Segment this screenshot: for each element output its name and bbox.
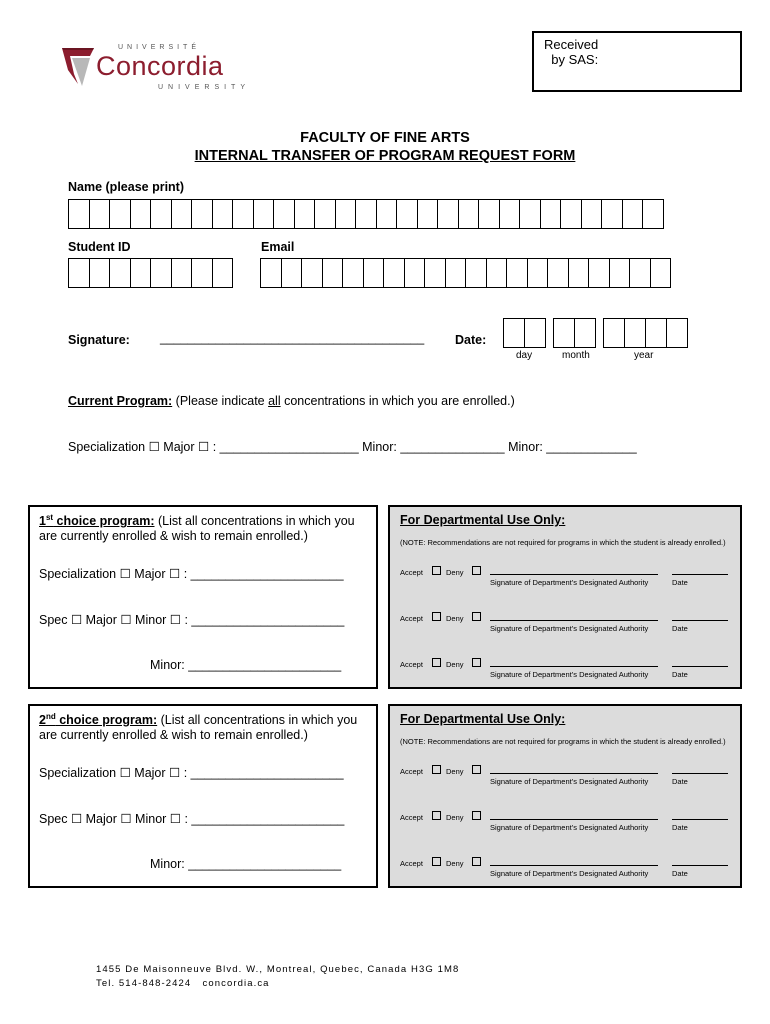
deny-label: Deny	[446, 767, 464, 776]
date-day-boxes[interactable]	[503, 318, 545, 348]
choice-desc-2: are currently enrolled & wish to remain enrolled.)	[39, 529, 308, 543]
signature-line[interactable]	[490, 819, 658, 820]
char-box[interactable]	[191, 199, 213, 229]
student-id-boxes[interactable]	[68, 258, 232, 288]
char-box[interactable]	[581, 199, 603, 229]
char-box[interactable]	[281, 258, 303, 288]
deny-label: Deny	[446, 568, 464, 577]
char-box[interactable]	[568, 258, 590, 288]
choice-row-3[interactable]: Minor: ______________________	[150, 658, 342, 672]
dept-title: For Departmental Use Only:	[400, 513, 566, 527]
form-title: INTERNAL TRANSFER OF PROGRAM REQUEST FORM	[194, 148, 576, 164]
student-id-label: Student ID	[68, 240, 131, 254]
name-label: Name (please print)	[68, 180, 185, 194]
choice-desc-1: (List all concentrations in which you	[154, 514, 355, 529]
char-box[interactable]	[260, 258, 282, 288]
char-box[interactable]	[322, 258, 344, 288]
choice-row-2[interactable]: Spec ☐ Major ☐ Minor ☐ : ______________________	[39, 812, 345, 826]
accept-checkbox[interactable]	[432, 765, 441, 774]
char-box[interactable]	[524, 318, 546, 348]
accept-label: Accept	[400, 614, 423, 623]
deny-label: Deny	[446, 660, 464, 669]
signature-caption: Signature of Department’s Designated Authority	[490, 578, 649, 587]
deny-checkbox[interactable]	[472, 658, 481, 667]
accept-label: Accept	[400, 859, 423, 868]
footer-address: 1455 De Maisonneuve Blvd. W., Montreal, Quebec, Canada H3G 1M8	[96, 964, 460, 975]
char-box[interactable]	[519, 199, 541, 229]
char-box[interactable]	[342, 258, 364, 288]
signature-caption: Signature of Department’s Designated Authority	[490, 624, 649, 633]
char-box[interactable]	[417, 199, 439, 229]
char-box[interactable]	[294, 199, 316, 229]
char-box[interactable]	[383, 258, 405, 288]
current-program-label: Current Program:	[68, 394, 173, 408]
date-caption: Date	[672, 578, 688, 587]
date-label: Date:	[455, 333, 487, 347]
char-box[interactable]	[109, 258, 131, 288]
char-box[interactable]	[150, 258, 172, 288]
choice-label: choice program:	[53, 514, 155, 529]
deny-checkbox[interactable]	[472, 566, 481, 575]
signature-caption: Signature of Department’s Designated Authority	[490, 670, 649, 679]
current-program-note-all: all	[268, 394, 281, 408]
choice-label: choice program:	[55, 713, 158, 728]
faculty-title: FACULTY OF FINE ARTS	[300, 130, 470, 146]
deny-checkbox[interactable]	[472, 612, 481, 621]
signature-line[interactable]	[490, 620, 658, 621]
date-caption: Date	[672, 777, 688, 786]
signature-label: Signature:	[68, 333, 130, 347]
accept-checkbox[interactable]	[432, 857, 441, 866]
logo-main-text: Concordia	[96, 51, 224, 81]
char-box[interactable]	[574, 318, 596, 348]
char-box[interactable]	[458, 199, 480, 229]
char-box[interactable]	[560, 199, 582, 229]
accept-checkbox[interactable]	[432, 811, 441, 820]
accept-label: Accept	[400, 813, 423, 822]
char-box[interactable]	[478, 199, 500, 229]
choice-row-2[interactable]: Spec ☐ Major ☐ Minor ☐ : ______________________	[39, 613, 345, 627]
deny-label: Deny	[446, 614, 464, 623]
char-box[interactable]	[645, 318, 667, 348]
char-box[interactable]	[404, 258, 426, 288]
signature-caption: Signature of Department’s Designated Authority	[490, 823, 649, 832]
current-program-line[interactable]: Specialization ☐ Major ☐ : ____________________ Minor: _______________ Minor: _____________	[68, 440, 637, 454]
char-box[interactable]	[624, 318, 646, 348]
current-program	[68, 394, 515, 408]
choice-row-1[interactable]: Specialization ☐ Major ☐ : ______________________	[39, 567, 344, 581]
logo-top-text: UNIVERSITÉ	[118, 44, 201, 51]
date-caption: Date	[672, 624, 688, 633]
concordia-logo	[60, 42, 260, 92]
choice-row-1[interactable]: Specialization ☐ Major ☐ : ______________________	[39, 766, 344, 780]
dept-title: For Departmental Use Only:	[400, 712, 566, 726]
date-line[interactable]	[672, 666, 728, 667]
char-box[interactable]	[130, 199, 152, 229]
char-box[interactable]	[191, 258, 213, 288]
char-box[interactable]	[273, 199, 295, 229]
signature-caption: Signature of Department’s Designated Authority	[490, 869, 649, 878]
signature-line[interactable]	[490, 666, 658, 667]
date-year-boxes[interactable]	[603, 318, 687, 348]
choice-sup: st	[45, 513, 54, 522]
accept-checkbox[interactable]	[432, 612, 441, 621]
choice-desc-1: (List all concentrations in which you	[157, 713, 358, 728]
signature-line[interactable]	[490, 773, 658, 774]
char-box[interactable]	[553, 318, 575, 348]
char-box[interactable]	[253, 199, 275, 229]
char-box[interactable]	[363, 258, 385, 288]
deny-label: Deny	[446, 859, 464, 868]
date-caption: Date	[672, 869, 688, 878]
char-box[interactable]	[212, 258, 234, 288]
char-box[interactable]	[89, 258, 111, 288]
current-program-note-pre: (Please indicate	[175, 394, 269, 408]
received-box	[532, 31, 742, 92]
choice-panel-1	[28, 505, 378, 689]
char-box[interactable]	[109, 199, 131, 229]
char-box[interactable]	[603, 318, 625, 348]
char-box[interactable]	[486, 258, 508, 288]
shield-icon	[60, 44, 96, 90]
dept-note: (NOTE: Recommendations are not required for programs in which the student is already enrolled.)	[400, 538, 726, 547]
choice-heading	[39, 513, 355, 528]
date-caption: Date	[672, 823, 688, 832]
char-box[interactable]	[445, 258, 467, 288]
date-line[interactable]	[672, 819, 728, 820]
signature-caption: Signature of Department’s Designated Authority	[490, 777, 649, 786]
date-line[interactable]	[672, 773, 728, 774]
choice-number: 2	[39, 713, 46, 728]
date-month-boxes[interactable]	[553, 318, 595, 348]
date-year-label: year	[634, 350, 654, 361]
char-box[interactable]	[232, 199, 254, 229]
signature-line[interactable]	[490, 865, 658, 866]
char-box[interactable]	[503, 318, 525, 348]
choice-heading	[39, 712, 357, 727]
char-box[interactable]	[376, 199, 398, 229]
char-box[interactable]	[355, 199, 377, 229]
char-box[interactable]	[499, 199, 521, 229]
logo-bottom-text: UNIVERSITY	[158, 84, 251, 91]
char-box[interactable]	[396, 199, 418, 229]
email-boxes[interactable]	[260, 258, 670, 288]
accept-label: Accept	[400, 767, 423, 776]
choice-panel-2	[28, 704, 378, 888]
char-box[interactable]	[601, 199, 623, 229]
dept-note: (NOTE: Recommendations are not required for programs in which the student is already enrolled.)	[400, 737, 726, 746]
choice-sup: nd	[45, 712, 56, 721]
char-box[interactable]	[465, 258, 487, 288]
char-box[interactable]	[622, 199, 644, 229]
deny-checkbox[interactable]	[472, 765, 481, 774]
accept-checkbox[interactable]	[432, 566, 441, 575]
char-box[interactable]	[547, 258, 569, 288]
char-box[interactable]	[588, 258, 610, 288]
char-box[interactable]	[506, 258, 528, 288]
choice-row-3[interactable]: Minor: ______________________	[150, 857, 342, 871]
choice-desc-2: are currently enrolled & wish to remain enrolled.)	[39, 728, 308, 742]
name-boxes[interactable]	[68, 199, 663, 229]
choice-number: 1	[39, 514, 46, 529]
date-line[interactable]	[672, 865, 728, 866]
char-box[interactable]	[629, 258, 651, 288]
char-box[interactable]	[130, 258, 152, 288]
char-box[interactable]	[171, 258, 193, 288]
char-box[interactable]	[527, 258, 549, 288]
char-box[interactable]	[424, 258, 446, 288]
signature-line[interactable]	[490, 574, 658, 575]
email-label: Email	[261, 240, 295, 254]
date-month-label: month	[562, 350, 590, 361]
deny-label: Deny	[446, 813, 464, 822]
date-day-label: day	[516, 350, 533, 361]
char-box[interactable]	[212, 199, 234, 229]
received-text: Received by SAS:	[544, 37, 599, 67]
dept-panel-1	[388, 505, 742, 689]
accept-label: Accept	[400, 568, 423, 577]
deny-checkbox[interactable]	[472, 857, 481, 866]
char-box[interactable]	[89, 199, 111, 229]
char-box[interactable]	[437, 199, 459, 229]
char-box[interactable]	[150, 199, 172, 229]
char-box[interactable]	[335, 199, 357, 229]
signature-line[interactable]: ______________________________________	[160, 331, 425, 345]
deny-checkbox[interactable]	[472, 811, 481, 820]
char-box[interactable]	[650, 258, 672, 288]
char-box[interactable]	[301, 258, 323, 288]
char-box[interactable]	[314, 199, 336, 229]
char-box[interactable]	[540, 199, 562, 229]
accept-checkbox[interactable]	[432, 658, 441, 667]
char-box[interactable]	[68, 258, 90, 288]
current-program-note-post: concentrations in which you are enrolled.)	[280, 394, 515, 408]
date-line[interactable]	[672, 620, 728, 621]
date-line[interactable]	[672, 574, 728, 575]
char-box[interactable]	[68, 199, 90, 229]
dept-panel-2	[388, 704, 742, 888]
char-box[interactable]	[171, 199, 193, 229]
footer-tel: Tel. 514-848-2424 concordia.ca	[96, 978, 270, 989]
char-box[interactable]	[666, 318, 688, 348]
accept-label: Accept	[400, 660, 423, 669]
char-box[interactable]	[642, 199, 664, 229]
char-box[interactable]	[609, 258, 631, 288]
date-caption: Date	[672, 670, 688, 679]
